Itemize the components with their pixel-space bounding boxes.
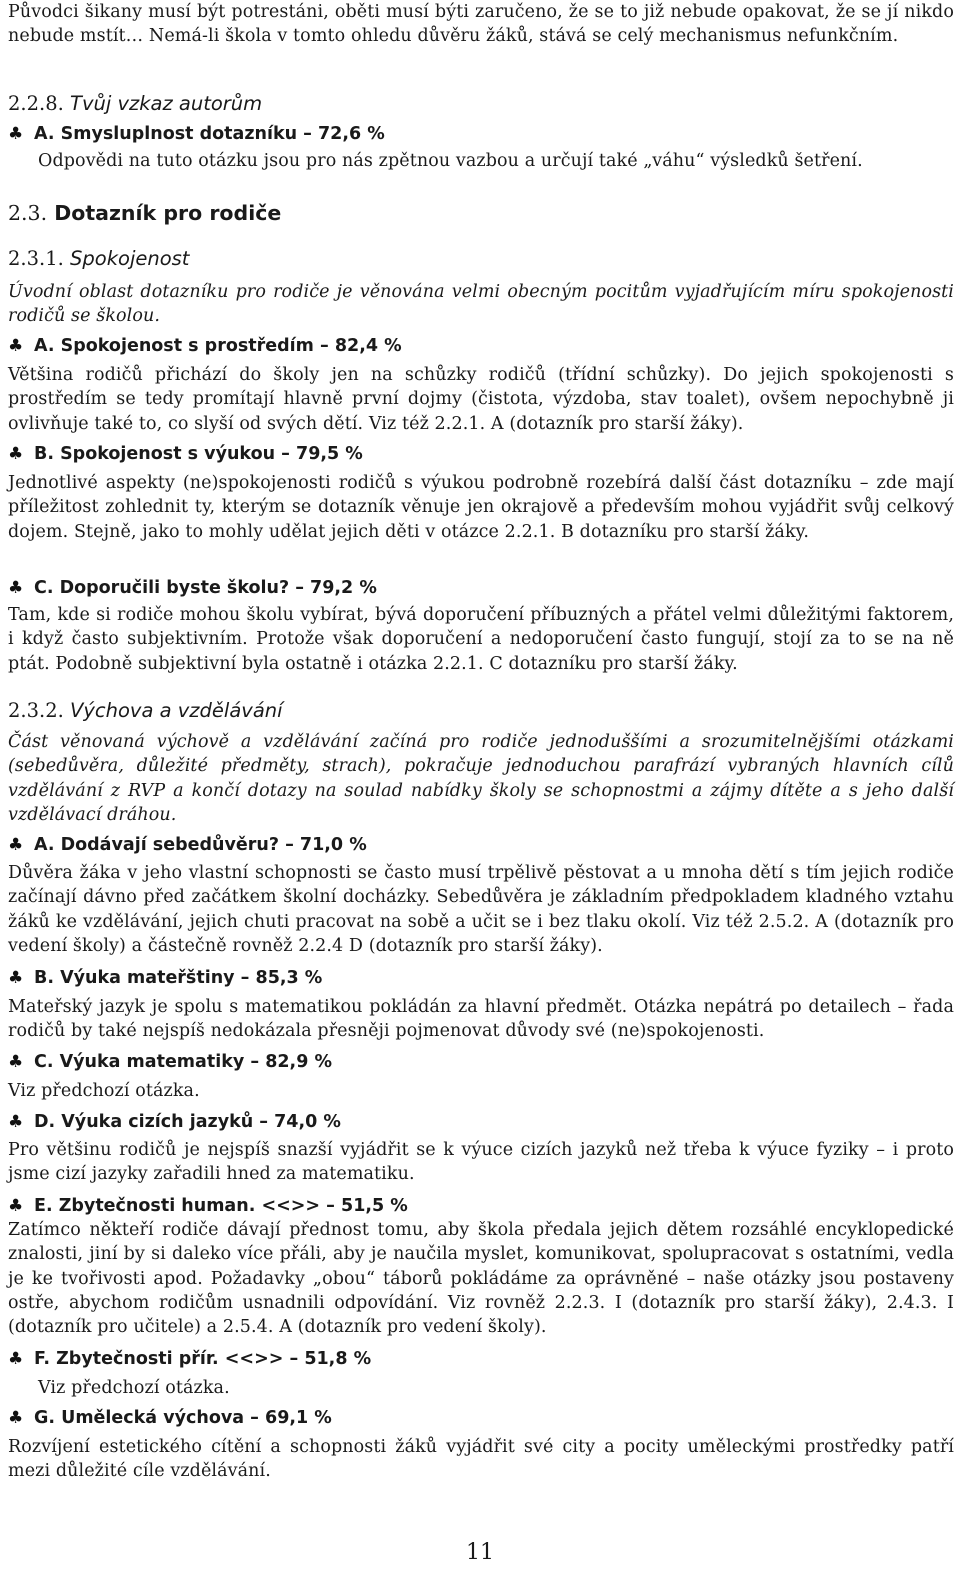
- question-heading: [8, 966, 322, 990]
- section-heading-2-3: [8, 199, 281, 227]
- club-icon: ♣: [8, 443, 24, 464]
- question-text: Pro většinu rodičů je nejspíš snazší vyjádřit se k výuce cizích jazyků než třeba k výuce fyziky – i proto jsme cizí jazyky zařadili hned za matematiku.: [8, 1140, 954, 1185]
- section-intro: Část věnovaná výchově a vzdělávání začíná pro rodiče jednoduššími a srozumitelnějšími otázkami (sebedůvěra, důležité předměty, strach), pokračuje jednoduchou parafrází vybraných hlavních cílů vzdělávání z RVP a končí dotazy na soulad nabídky školy se schopnostmi a zájmy dítěte a s jeho další vzdělávací dráhou.: [8, 732, 954, 825]
- section-heading-2-3-2: [8, 698, 283, 724]
- question-heading: [8, 1347, 371, 1371]
- section-heading-2-3-1: [8, 246, 189, 272]
- question-heading: [8, 1194, 408, 1218]
- question-title: B. Výuka mateřštiny – 85,3 %: [34, 968, 323, 988]
- intro-paragraph: Původci šikany musí být potrestáni, oběti musí býti zaručeno, že se to již nebude opakovat, že se jí nikdo nebude mstít… Nemá-li škola v tomto ohledu důvěru žáků, stává se celý mechanismus nefunkčním.: [8, 2, 954, 47]
- question-heading: [8, 833, 367, 857]
- question-text: Mateřský jazyk je spolu s matematikou pokládán za hlavní předmět. Otázka nepátrá po detailech – řada rodičů by také nejspíš nedokázala přesněji pojmenovat důvody své (ne)spokojenosti.: [8, 997, 954, 1042]
- section-title: Výchova a vzdělávání: [70, 699, 283, 722]
- question-text: Zatímco někteří rodiče dávají přednost tomu, aby škola předala jejich dětem rozsáhlé encyklopedické znalosti, jiní by si daleko více přáli, aby je naučila myslet, komunikovat, spolupracovat s ostatními, vedla je ke tvořivosti apod. Požadavky „obou“ táborů pokládáme za oprávněné – naše otázky jsou postaveny ostře, abychom rodičům usnadnili odpovídání. Viz rovněž 2.2.3. I (dotazník pro starší žáky), 2.4.3. I (dotazník pro učitele) a 2.5.4. A (dotazník pro vedení školy).: [8, 1220, 954, 1338]
- question-title: A. Dodávají sebedůvěru? – 71,0 %: [34, 835, 367, 855]
- club-icon: ♣: [8, 967, 24, 988]
- question-heading: [8, 334, 402, 358]
- question-text: Viz předchozí otázka.: [38, 1378, 230, 1398]
- section-title: Spokojenost: [70, 247, 190, 270]
- question-text: Odpovědi na tuto otázku jsou pro nás zpětnou vazbou a určují také „váhu“ výsledků šetření.: [38, 151, 863, 171]
- question-heading: [8, 1406, 332, 1430]
- question-text: Viz předchozí otázka.: [8, 1081, 200, 1101]
- section-title: Dotazník pro rodiče: [54, 201, 282, 225]
- section-title: Tvůj vzkaz autorům: [70, 92, 263, 115]
- question-text: Důvěra žáka v jeho vlastní schopnosti se často musí trpělivě pěstovat a u mnoha dětí s tím jejich rodiče začínají dávno před začátkem školní docházky. Sebedůvěra je základním předpokladem kladného vztahu žáků ke vzdělávání, jejich chuti pracovat na sobě a učit se i bez tlaku okolí. Viz též 2.5.2. A (dotazník pro vedení školy) a částečně rovněž 2.2.4 D (dotazník pro starší žáky).: [8, 863, 954, 956]
- section-number: 2.3.: [8, 201, 48, 225]
- question-heading: [8, 442, 363, 466]
- question-heading: [8, 1110, 341, 1134]
- question-heading: [8, 122, 385, 146]
- club-icon: ♣: [8, 123, 24, 144]
- section-number: 2.3.1.: [8, 247, 64, 270]
- club-icon: ♣: [8, 1195, 24, 1216]
- question-title: A. Smysluplnost dotazníku – 72,6 %: [34, 124, 385, 144]
- question-title: G. Umělecká výchova – 69,1 %: [34, 1408, 332, 1428]
- section-intro: Úvodní oblast dotazníku pro rodiče je věnována velmi obecným pocitům vyjadřujícím míru spokojenosti rodičů se školou.: [8, 282, 954, 327]
- question-title: C. Doporučili byste školu? – 79,2 %: [34, 578, 377, 598]
- club-icon: ♣: [8, 1348, 24, 1369]
- question-title: E. Zbytečnosti human. <<>> – 51,5 %: [34, 1196, 408, 1216]
- question-title: D. Výuka cizích jazyků – 74,0 %: [34, 1112, 341, 1132]
- club-icon: ♣: [8, 335, 24, 356]
- question-title: B. Spokojenost s výukou – 79,5 %: [34, 444, 363, 464]
- question-heading: [8, 576, 377, 600]
- club-icon: ♣: [8, 1407, 24, 1428]
- question-title: C. Výuka matematiky – 82,9 %: [34, 1052, 333, 1072]
- club-icon: ♣: [8, 1111, 24, 1132]
- section-heading-2-2-8: [8, 91, 262, 117]
- question-text: Jednotlivé aspekty (ne)spokojenosti rodičů s výukou podrobně rozebírá další část dotazníku – zde mají příležitost zohlednit ty, kterým se dotazník věnuje jen okrajově a především mohou vyjádřit svůj celkový dojem. Stejně, jako to mohly udělat jejich děti v otázce 2.2.1. B dotazníku pro starší žáky.: [8, 473, 954, 542]
- section-number: 2.2.8.: [8, 92, 64, 115]
- club-icon: ♣: [8, 1051, 24, 1072]
- question-text: Většina rodičů přichází do školy jen na schůzky rodičů (třídní schůzky). Do jejich spokojenosti s prostředím se tedy promítají hlavně první dojmy (čistota, výzdoba, stav toalet), ovšem nepochybně ji ovlivňuje také to, co slyší od svých dětí. Viz též 2.2.1. A (dotazník pro starší žáky).: [8, 365, 954, 434]
- question-text: Tam, kde si rodiče mohou školu vybírat, bývá doporučení příbuzných a přátel velmi důležitými faktorem, i když často subjektivním. Protože však doporučení a nedoporučení často fungují, stojí za to se na ně ptát. Podobně subjektivní byla ostatně i otázka 2.2.1. C dotazníku pro starší žáky.: [8, 605, 954, 674]
- question-title: F. Zbytečnosti přír. <<>> – 51,8 %: [34, 1349, 372, 1369]
- question-text: Rozvíjení estetického cítění a schopnosti žáků vyjádřit své city a pocity uměleckými prostředky patří mezi důležité cíle vzdělávání.: [8, 1437, 954, 1482]
- club-icon: ♣: [8, 577, 24, 598]
- question-title: A. Spokojenost s prostředím – 82,4 %: [34, 336, 402, 356]
- section-number: 2.3.2.: [8, 699, 64, 722]
- question-heading: [8, 1050, 332, 1074]
- club-icon: ♣: [8, 834, 24, 855]
- page-number: 11: [466, 1540, 494, 1565]
